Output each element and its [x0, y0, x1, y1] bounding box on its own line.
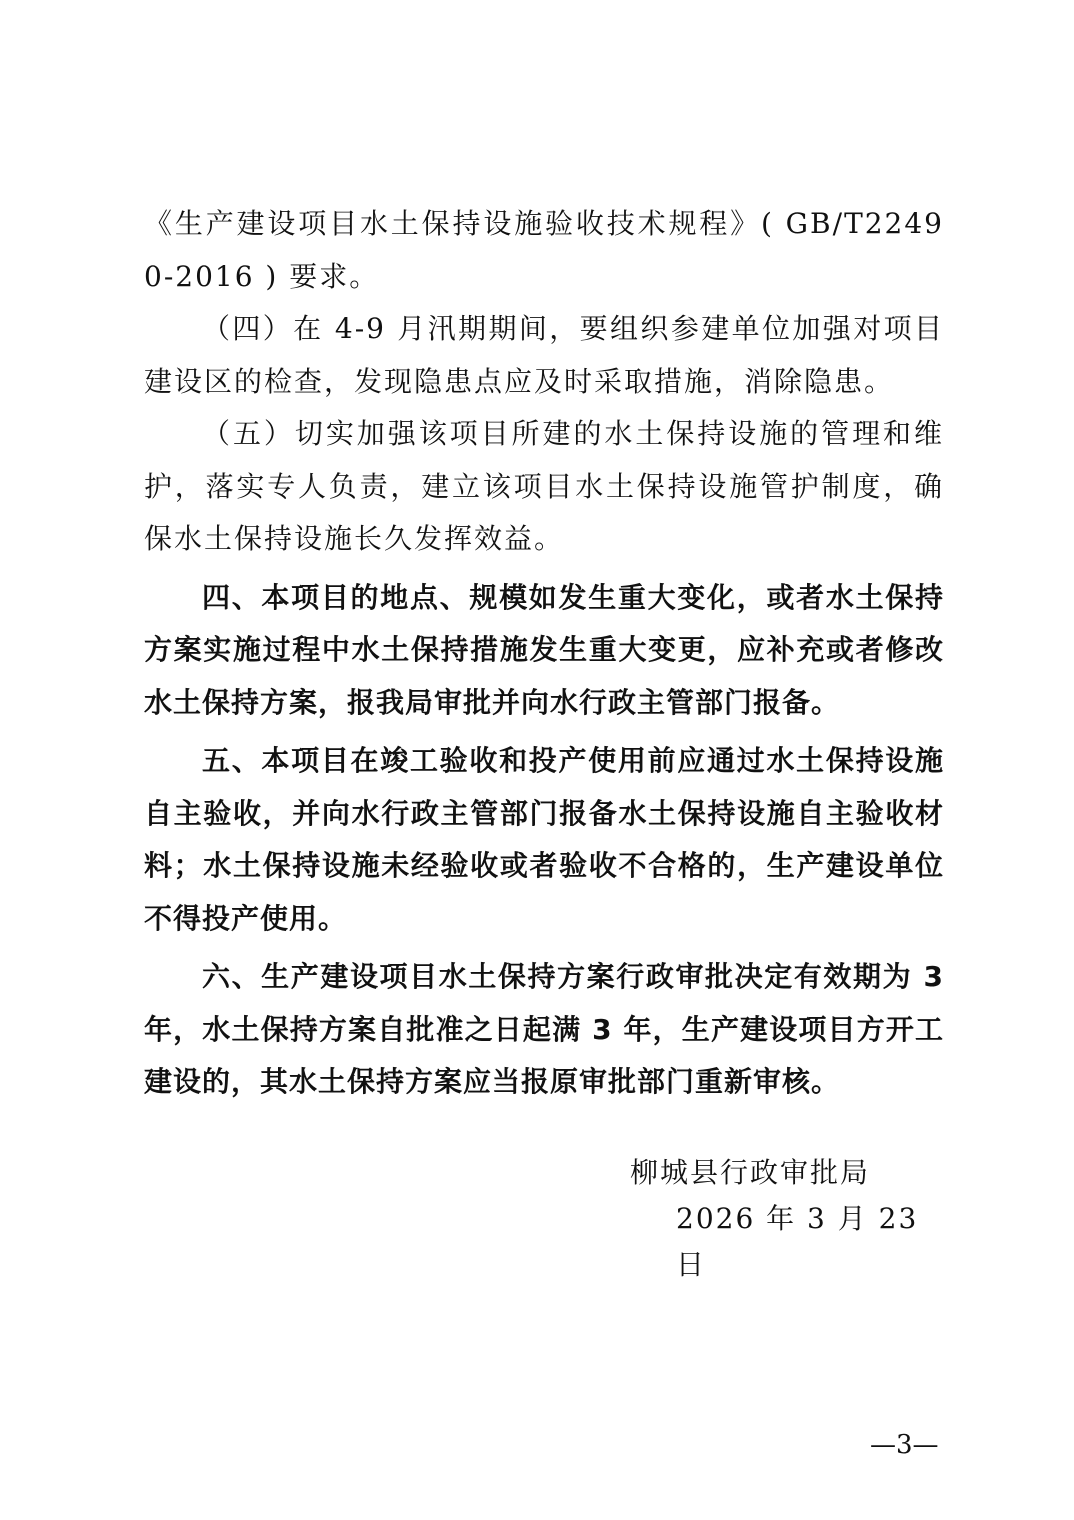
paragraph-section-six-validity: 六、生产建设项目水土保持方案行政审批决定有效期为 3 年，水土保持方案自批准之日起满 3 年，生产建设项目方开工建设的，其水土保持方案应当报原审批部门重新审核。 — [144, 960, 944, 1098]
signature-block — [630, 1150, 950, 1288]
paragraph-section-four-changes: 四、本项目的地点、规模如发生重大变化，或者水土保持方案实施过程中水土保持措施发生重大变更，应补充或者修改水土保持方案，报我局审批并向水行政主管部门报备。 — [144, 580, 944, 719]
paragraph-item-five-maintenance: （五）切实加强该项目所建的水土保持设施的管理和维护，落实专人负责，建立该项目水土保持设施管护制度，确保水土保持设施长久发挥效益。 — [144, 417, 944, 555]
page-number: —3— — [870, 1430, 939, 1460]
document-body — [144, 198, 944, 1109]
paragraph-item-four-flood-season: （四）在 4-9 月汛期期间，要组织参建单位加强对项目建设区的检查，发现隐患点应及时采取措施，消除隐患。 — [144, 312, 944, 398]
issue-date: 2026 年 3 月 23 日 — [676, 1202, 919, 1281]
issuing-organization: 柳城县行政审批局 — [630, 1156, 871, 1189]
paragraph-section-five-acceptance: 五、本项目在竣工验收和投产使用前应通过水土保持设施自主验收，并向水行政主管部门报备水土保持设施自主验收材料；水土保持设施未经验收或者验收不合格的，生产建设单位不得投产使用。 — [144, 744, 944, 935]
paragraph-standard-reference: 《生产建设项目水土保持设施验收技术规程》( GB/T22490-2016 ) 要求。 — [144, 207, 944, 293]
